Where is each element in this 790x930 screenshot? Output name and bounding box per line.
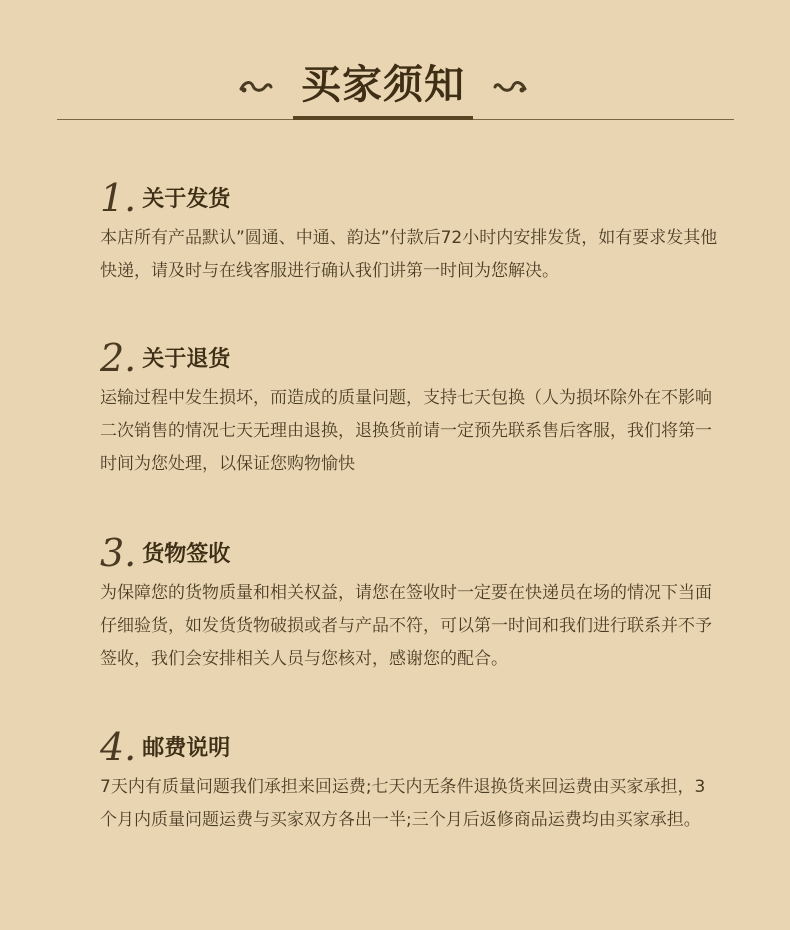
section-number: 2. — [100, 336, 137, 380]
section-title: 货物签收 — [142, 542, 231, 567]
title-underline — [293, 116, 473, 120]
section-title: 关于发货 — [142, 187, 231, 212]
section-number: 1. — [100, 176, 137, 220]
section-heading — [100, 727, 720, 767]
page-header — [0, 52, 790, 122]
page-title: 买家须知 — [301, 61, 465, 108]
section-number: 4. — [100, 725, 137, 769]
section-heading — [100, 178, 720, 218]
left-scroll-ornament-icon — [239, 78, 273, 96]
section-heading — [100, 533, 720, 573]
section-number: 3. — [100, 531, 137, 575]
section-title: 关于退货 — [142, 347, 231, 372]
section-body: 运输过程中发生损坏，而造成的质量问题，支持七天包换（人为损坏除外在不影响二次销售的情况七天无理由退换，退换货前请一定预先联系售后客服，我们将第一时间为您处理，以保证您购物愉快 — [100, 388, 712, 474]
section-body: 本店所有产品默认”圆通、中通、韵达”付款后72小时内安排发货，如有要求发其他快递，请及时与在线客服进行确认我们讲第一时间为您解决。 — [100, 228, 718, 281]
right-scroll-ornament-icon — [493, 78, 527, 96]
section-body: 7天内有质量问题我们承担来回运费;七天内无条件退换货来回运费由买家承担，3个月内质量问题运费与买家双方各出一半;三个月后返修商品运费均由买家承担。 — [100, 777, 706, 830]
section-returns — [100, 338, 720, 481]
section-delivery-receipt — [100, 533, 720, 676]
section-shipping — [100, 178, 720, 288]
section-title: 邮费说明 — [142, 736, 231, 761]
title-wrapper — [293, 62, 473, 108]
section-postage — [100, 727, 720, 837]
section-body: 为保障您的货物质量和相关权益，请您在签收时一定要在快递员在场的情况下当面仔细验货，如发货货物破损或者与产品不符，可以第一时间和我们进行联系并不予签收，我们会安排相关人员与您核对，感谢您的配合。 — [100, 583, 712, 669]
section-heading — [100, 338, 720, 378]
